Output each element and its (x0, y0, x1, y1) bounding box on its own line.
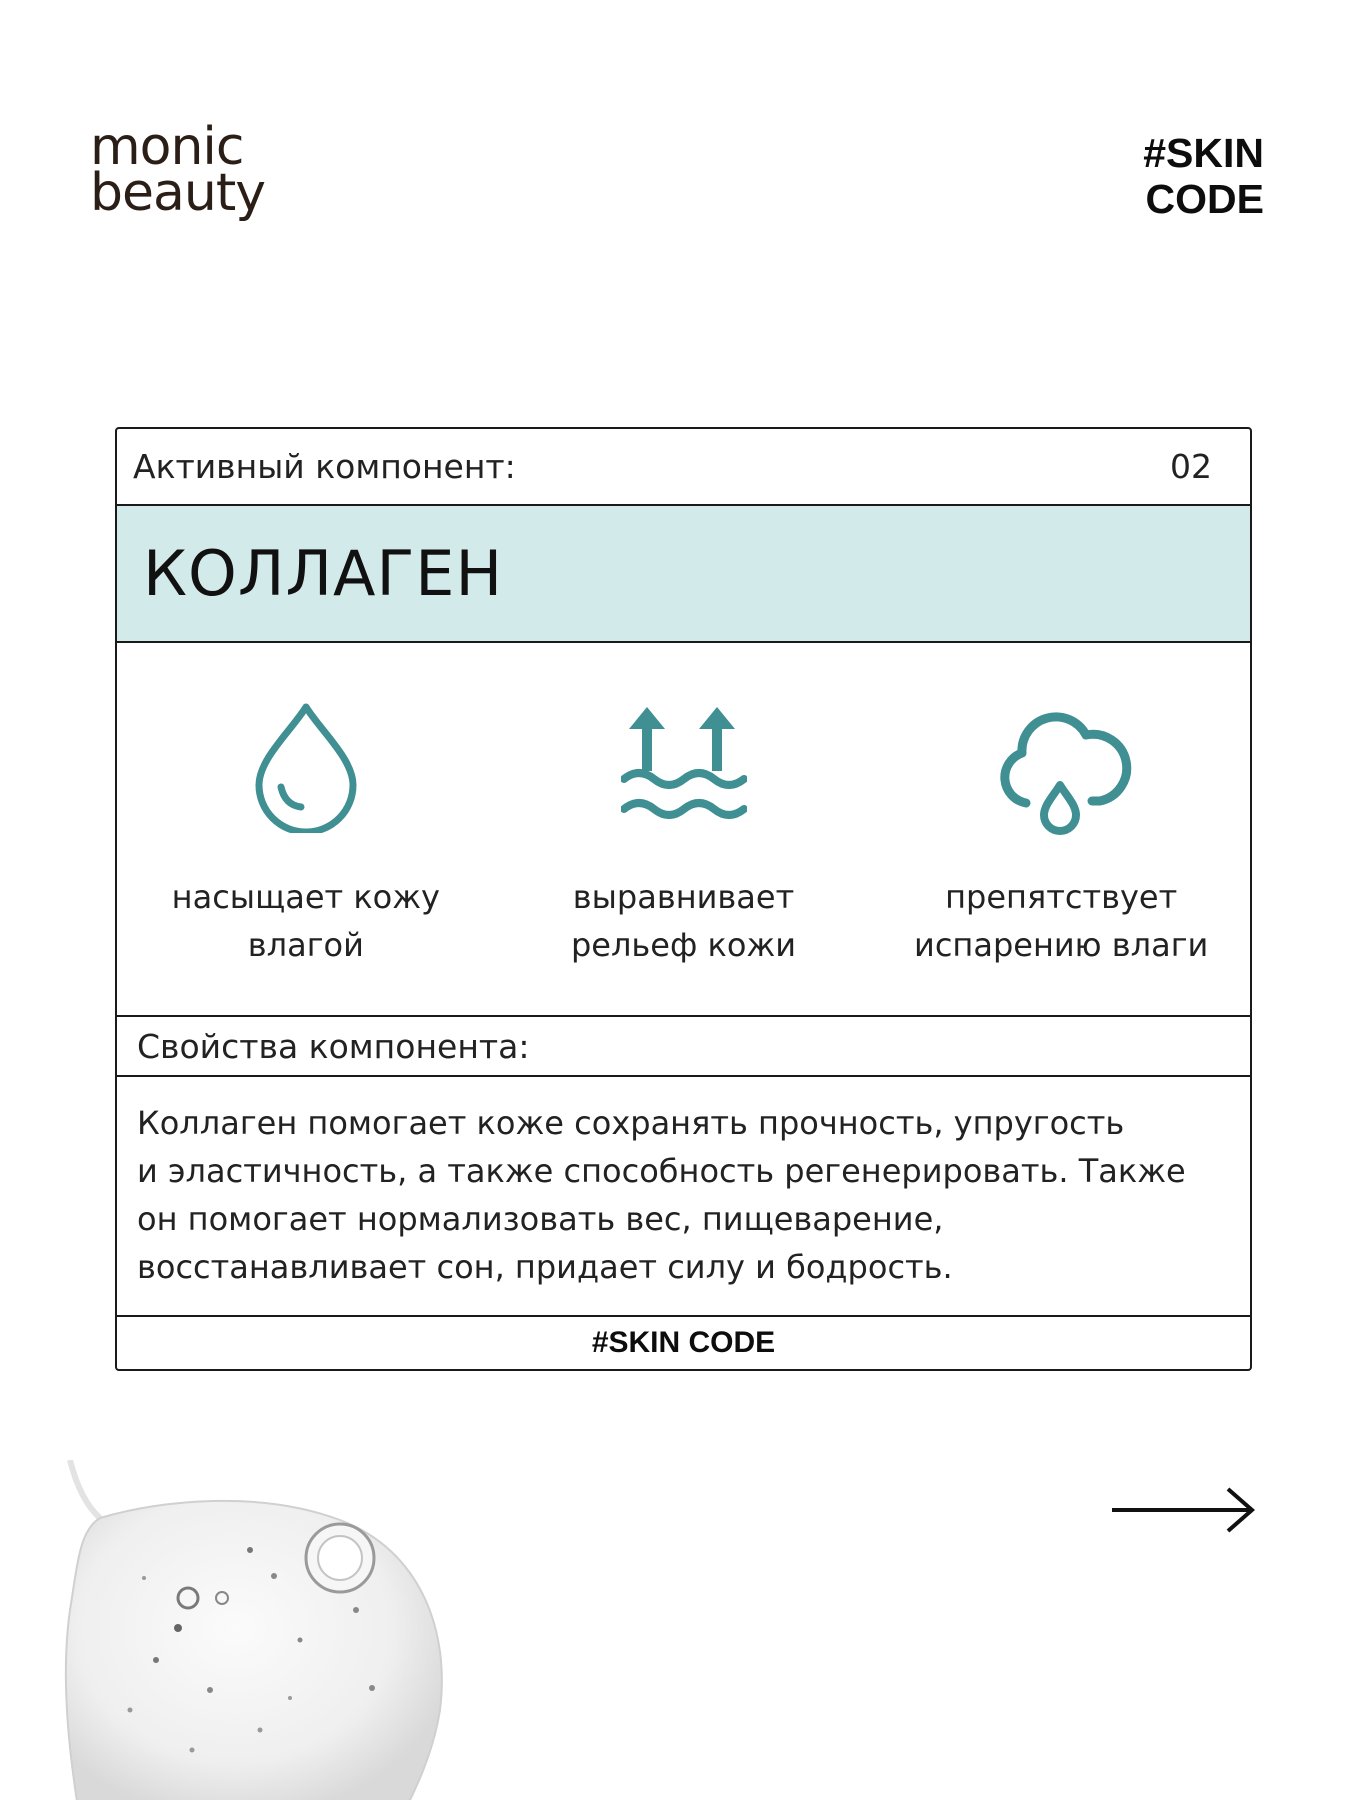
feature-caption (117, 873, 495, 969)
tag-line-1: #SKIN (1143, 130, 1264, 176)
ingredient-title: КОЛЛАГЕН (143, 537, 504, 610)
ingredient-card (115, 427, 1252, 1371)
caption-line: препятствует (945, 878, 1178, 916)
description-line: Коллаген помогает коже сохранять прочность, упругость (137, 1104, 1125, 1142)
card-header-row (117, 429, 1250, 506)
features-row (117, 643, 1250, 1017)
caption-line: насыщает кожу (171, 878, 440, 916)
feature-protect (872, 643, 1250, 1015)
card-number: 02 (1170, 447, 1212, 486)
next-arrow-icon[interactable] (1110, 1485, 1260, 1535)
logo-line-1: monic (90, 117, 244, 177)
description-line: он помогает нормализовать вес, пищеварение, (137, 1200, 944, 1238)
tag-line-2: CODE (1145, 176, 1264, 222)
properties-label-row (117, 1017, 1250, 1077)
skin-code-tag (1143, 130, 1264, 222)
description-block (117, 1077, 1250, 1317)
arrows-up-waves-icon (621, 701, 747, 827)
water-drop-icon (251, 701, 361, 833)
footer-tag: #SKIN CODE (591, 1326, 776, 1359)
gel-drop-image (60, 1460, 460, 1800)
feature-smooth (495, 643, 873, 1015)
caption-line: рельеф кожи (570, 926, 797, 964)
caption-line: влагой (247, 926, 364, 964)
feature-caption (495, 873, 873, 969)
description-line: и эластичность, а также способность регенерировать. Также (137, 1152, 1186, 1190)
active-component-label: Активный компонент: (133, 447, 516, 486)
caption-line: выравнивает (572, 878, 795, 916)
feature-moisturize (117, 643, 495, 1015)
cloud-drop-icon (988, 701, 1134, 837)
caption-line: испарению влаги (914, 926, 1209, 964)
properties-label: Свойства компонента: (137, 1026, 530, 1066)
card-footer (117, 1317, 1250, 1369)
brand-logo (90, 117, 290, 223)
ingredient-title-row (117, 506, 1250, 643)
logo-line-2: beauty (90, 163, 265, 223)
feature-caption (872, 873, 1250, 969)
description-line: восстанавливает сон, придает силу и бодрость. (137, 1248, 953, 1286)
